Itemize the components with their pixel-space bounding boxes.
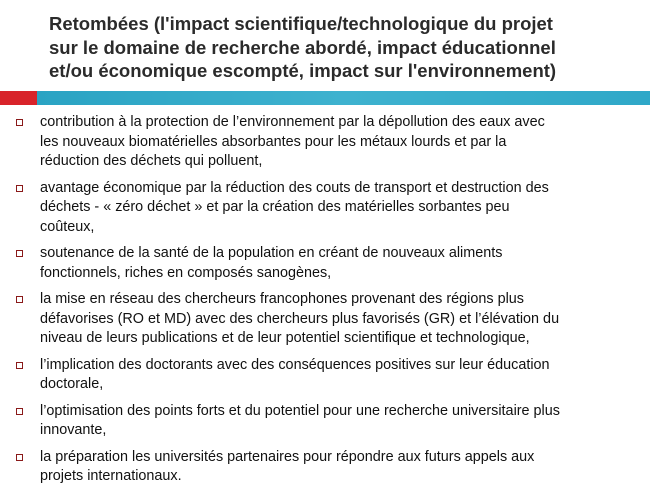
bullet-text-line: défavorises (RO et MD) avec des chercheurs plus favorisés (GR) et l’élévation du [40, 310, 560, 327]
square-bullet-icon [16, 362, 23, 369]
bullet-text-line: l’optimisation des points forts et du potentiel pour une recherche universitaire plus [40, 402, 560, 419]
slide-title [49, 12, 639, 83]
bullet-item-preparation [16, 448, 636, 487]
bullet-item-environment [16, 113, 636, 172]
square-bullet-icon [16, 119, 23, 126]
square-bullet-icon [16, 408, 23, 415]
bullet-text-line: coûteux, [40, 218, 95, 235]
bullet-text-line: projets internationaux. [40, 468, 182, 484]
bullet-text-line: innovante, [40, 422, 107, 438]
bullet-list [16, 113, 636, 489]
title-line: Retombées (l'impact scientifique/technologique du projet [49, 13, 553, 34]
title-line: et/ou économique escompté, impact sur l'environnement) [49, 60, 557, 81]
square-bullet-icon [16, 296, 23, 303]
bullet-text-line: fonctionnels, riches en composés sanogènes, [40, 264, 332, 281]
bullet-text-line: contribution à la protection de l’environnement par la dépollution des eaux avec [40, 114, 545, 130]
bullet-text-line: avantage économique par la réduction des couts de transport et destruction des [40, 179, 549, 196]
bullet-text-line: déchets - « zéro déchet » et par la création des matérielles sorbantes peu [40, 199, 510, 215]
accent-red-block [0, 91, 37, 105]
bullet-text-line: la préparation les universités partenaires pour répondre aux futurs appels aux [40, 448, 535, 465]
bullet-text-line: l’implication des doctorants avec des conséquences positives sur leur éducation [40, 356, 550, 373]
bullet-item-health [16, 244, 636, 283]
bullet-text-line: niveau de leurs publications et de leur potentiel scientifique et technologique, [40, 330, 530, 346]
bullet-item-optimisation [16, 402, 636, 441]
bullet-item-doctoral [16, 356, 636, 395]
square-bullet-icon [16, 454, 23, 461]
bullet-text-line: réduction des déchets qui polluent, [40, 153, 263, 169]
square-bullet-icon [16, 185, 23, 192]
bullet-text-line: la mise en réseau des chercheurs francophones provenant des régions plus [40, 291, 524, 307]
bullet-text-line: doctorale, [40, 376, 104, 392]
bullet-text-line: soutenance de la santé de la population en créant de nouveaux aliments [40, 245, 503, 261]
square-bullet-icon [16, 250, 23, 257]
accent-teal-bar [37, 91, 650, 105]
title-line: sur le domaine de recherche abordé, impact éducationnel [49, 36, 556, 58]
bullet-item-economic [16, 179, 636, 238]
bullet-item-network [16, 290, 636, 349]
bullet-text-line: les nouveaux biomatérielles absorbantes pour les métaux lourds et par la [40, 133, 507, 150]
